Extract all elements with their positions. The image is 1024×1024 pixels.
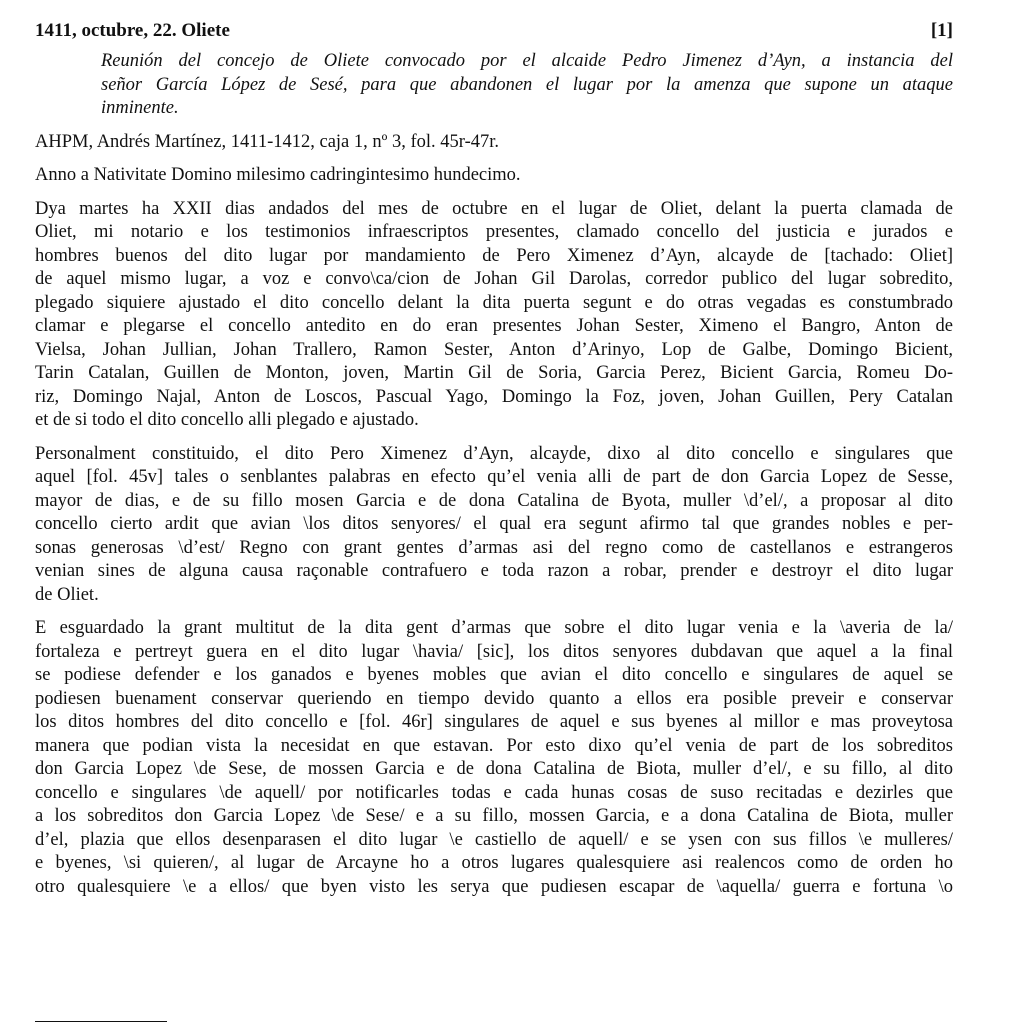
- paragraph-line: d’el, plazia que ellos desenparasen el dito lugar \e castiello de aquell/ e se ysen con sus fillos \e mulleres/: [35, 829, 953, 850]
- paragraph-line: los ditos hombres del dito concello e [fol. 46r] singulares de aquel e sus byenes al millor e mas proveytosa: [35, 712, 953, 732]
- paragraph-line: Vielsa, Johan Jullian, Johan Trallero, Ramon Sester, Anton d’Arinyo, Lop de Galbe, Domingo Bicient,: [35, 339, 953, 360]
- paragraph-line: a los sobreditos don Garcia Lopez \de Sese/ e a su fillo, mossen Garcia, e a dona Catalina de Biota, muller: [35, 806, 953, 826]
- footnote-divider: [35, 1021, 167, 1022]
- paragraph-line: plegado siquiere ajustado el dito concello delant la dita puerta segunt e do otras vegadas es constumbrado: [35, 292, 953, 313]
- paragraph-line: sonas generosas \d’est/ Regno con grant gentes d’armas asi del regno como de castellanos e estrangeros: [35, 537, 953, 558]
- anno-line: [35, 164, 953, 188]
- document-page: [35, 18, 953, 899]
- paragraph-line: et de si todo el dito concello alli plegado e ajustado.: [35, 410, 419, 430]
- paragraph-3: [35, 617, 953, 899]
- paragraph-line: riz, Domingo Najal, Anton de Loscos, Pascual Yago, Domingo la Foz, joven, Johan Guillen, Pery Catalan: [35, 386, 953, 407]
- summary-line: inminente.: [101, 98, 179, 118]
- paragraph-line: aquel [fol. 45v] tales o senblantes palabras en efecto qu’el venia alli de part de don Garcia Lopez de Sesse,: [35, 467, 953, 487]
- paragraph-line: concello e singulares \de aquell/ por notificarles todas e cada hunas cosas de suso recitadas e dezirles que: [35, 782, 953, 803]
- date-place-heading: 1411, octubre, 22. Oliete: [35, 20, 230, 41]
- archive-source: [35, 131, 953, 155]
- paragraph-line: podiesen buenament conservar queriendo en tiempo devido quanto a ellos era posible preveir e conservar: [35, 688, 953, 709]
- paragraph-line: don Garcia Lopez \de Sese, de mossen Garcia e de dona Catalina de Biota, muller d’el/, e su fillo, al dito: [35, 759, 953, 779]
- paragraph-line: otro qualesquiere \e a ellos/ que byen visto les serya que pudiesen escapar de \aquella/ guerra e fortuna \o: [35, 876, 953, 897]
- anno-text: Anno a Nativitate Domino milesimo cadringintesimo hundecimo.: [35, 165, 521, 185]
- paragraph-line: concello cierto ardit que avian \los ditos senyores/ el qual era segunt afirmo tal que grandes nobles e per-: [35, 514, 953, 534]
- paragraph-line: fortaleza e pertreyt guera en el dito lugar \havia/ [sic], los ditos senyores dubdavan que aquel a la final: [35, 641, 953, 662]
- paragraph-line: Tarin Catalan, Guillen de Monton, joven, Martin Gil de Soria, Garcia Perez, Bicient Garcia, Romeu Do-: [35, 363, 953, 383]
- paragraph-line: de Oliet.: [35, 584, 99, 605]
- paragraph-line: hombres buenos del dito lugar por mandamiento de Pero Ximenez d’Ayn, alcayde de [tachado: Oliet]: [35, 245, 953, 266]
- paragraph-line: venian sines de alguna causa raçonable contrafuero e toda razon a robar, prender e destroyr el dito lugar: [35, 561, 953, 581]
- document-number: [1]: [930, 20, 953, 41]
- paragraph-line: Oliet, mi notario e los testimonios infraescriptos presentes, clamado concello del justicia e jurados e: [35, 222, 953, 242]
- paragraph-line: Dya martes ha XXII dias andados del mes de octubre en el lugar de Oliet, delant la puerta clamada de: [35, 198, 953, 219]
- paragraph-line: se podiese defender e los ganados e byenes mobles que avian el dito concello e singulares de aquel se: [35, 665, 953, 685]
- paragraph-line: clamar e plegarse el concello antedito en do eran presentes Johan Sester, Ximeno el Bangro, Anton de: [35, 316, 953, 336]
- paragraph-1: [35, 198, 953, 433]
- paragraph-line: e byenes, \si quieren/, al lugar de Arcayne ho a otros lugares qualesquiere asi realencos como de orden ho: [35, 853, 953, 873]
- paragraph-line: manera que podian vista la necesidat en que estavan. Por esto dixo qu’el venia de part de los sobreditos: [35, 735, 953, 756]
- paragraph-line: Personalment constituido, el dito Pero Ximenez d’Ayn, alcayde, dixo al dito concello e singulares que: [35, 443, 953, 464]
- paragraph-line: de aquel mismo lugar, a voz e convo\ca/cion de Johan Gil Darolas, corredor publico del lugar sobredito,: [35, 269, 953, 289]
- summary-line: señor García López de Sesé, para que abandonen el lugar por la amenza que supone un ataque: [101, 74, 953, 95]
- document-summary: [101, 50, 953, 121]
- paragraph-line: mayor de dias, e de su fillo mosen Garcia e de dona Catalina de Byota, muller \d’el/, a proposar al dito: [35, 490, 953, 511]
- document-header: [35, 18, 953, 44]
- source-line: AHPM, Andrés Martínez, 1411-1412, caja 1, nº 3, fol. 45r-47r.: [35, 131, 500, 152]
- summary-line: Reunión del concejo de Oliete convocado por el alcaide Pedro Jimenez d’Ayn, a instancia del: [101, 51, 953, 71]
- paragraph-2: [35, 443, 953, 608]
- paragraph-line: E esguardado la grant multitut de la dita gent d’armas que sobre el dito lugar venia e la \averia de la/: [35, 618, 953, 638]
